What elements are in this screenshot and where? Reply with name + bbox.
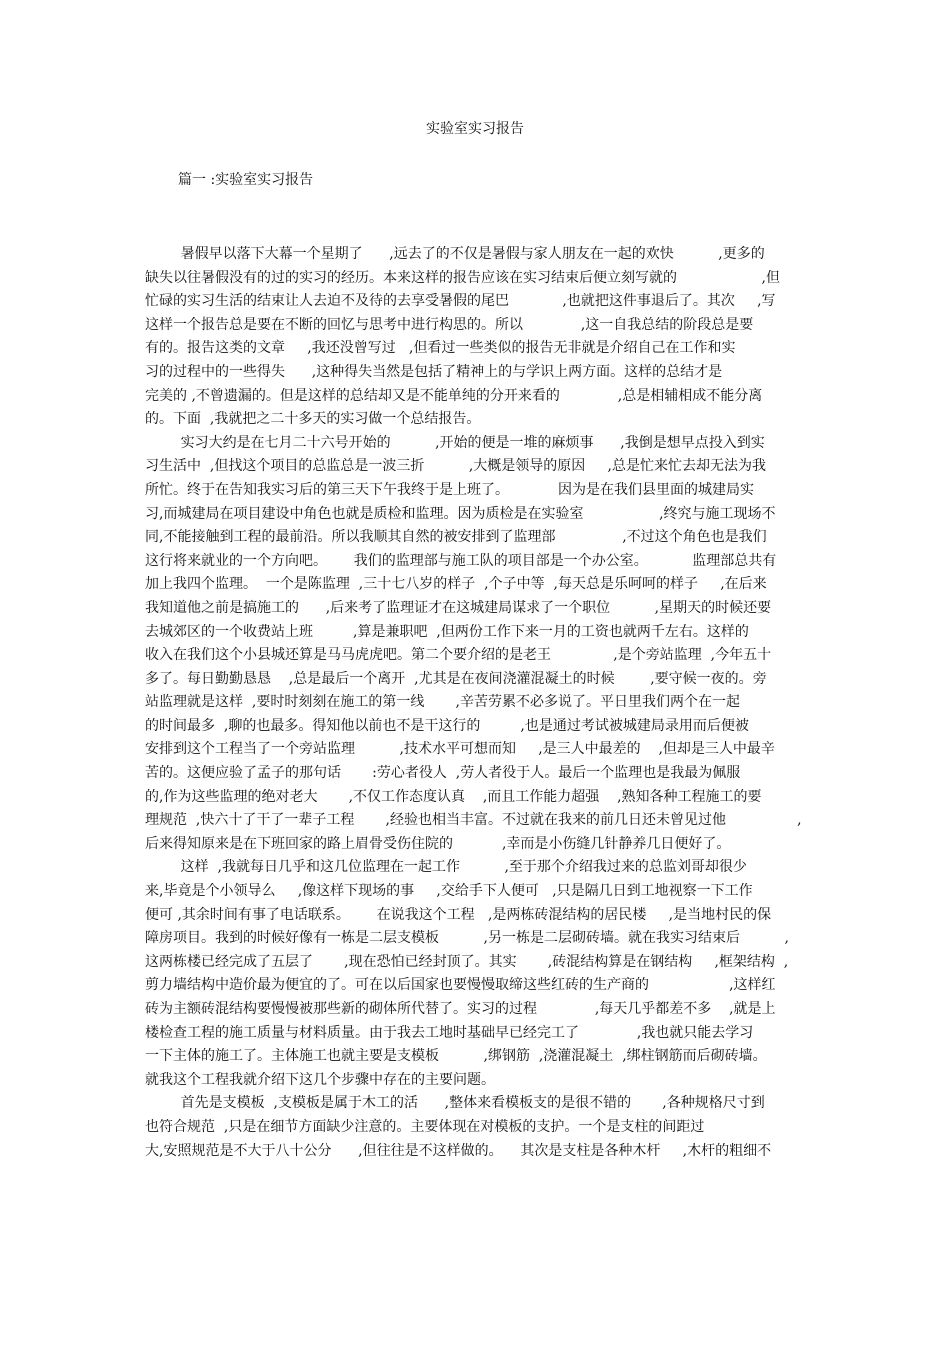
paragraph-line: 就我这个工程我就介绍下这几个步骤中存在的主要问题。 [145,1071,495,1088]
paragraph-line: 忙碌的实习生活的结束让人去迫不及待的去享受暑假的尾巴 ,也就把这件事退后了。其次 ,写 [145,293,776,310]
paragraph-line: 障房项目。我到的时候好像有一栋是二层支模板 ,另一栋是二层砌砖墙。就在我实习结束后 , [145,930,789,947]
document-title: 实验室实习报告 [426,121,524,137]
paragraph-line: 苦的。这便应验了孟子的那句话 :劳心者役人 ,劳人者役于人。最后一个监理也是我最为佩服 [145,765,741,782]
paragraph-line: 这行将来就业的一个方向吧。 我们的监理部与施工队的项目部是一个办公室。 监理部总共有 [145,552,777,569]
paragraph-line: 所忙。终于在告知我实习后的第三天下午我终于是上班了。 因为是在我们县里面的城建局实 [145,481,754,498]
paragraph-line: 的。下面 ,我就把之二十多天的实习做一个总结报告。 [145,411,481,428]
paragraph-line: 习生活中 ,但找这个项目的总监总是一波三折 ,大概是领导的原因 ,总是忙来忙去却无法为我 [145,458,767,475]
paragraph-line: 后来得知原来是在下班回家的路上眉骨受伤住院的 ,幸而是小伤缝几针静养几日便好了。 [145,835,731,852]
paragraph-line: 来,毕竟是个小领导么 ,像这样下现场的事 ,交给手下人便可 ,只是隔几日到工地视察一下工作 [145,883,753,900]
paragraph-line: 缺失以往暑假没有的过的实习的经历。本来这样的报告应该在实习结束后便立刻写就的 ,但 [145,269,781,286]
paragraph-line: 剪力墙结构中造价最为便宜的了。可在以后国家也要慢慢取缔这些红砖的生产商的 ,这样红 [145,977,776,994]
paragraph-line: 这样 ,我就每日几乎和这几位监理在一起工作 ,至于那个介绍我过来的总监刘哥却很少 [145,859,747,876]
paragraph-line: 我知道他之前是搞施工的 ,后来考了监理证才在这城建局谋求了一个职位 ,星期天的时候还要 [145,599,772,616]
paragraph-line: 砖为主额砖混结构要慢慢被那些新的砌体所代替了。实习的过程 ,每天几乎都差不多 ,就是上 [145,1001,776,1017]
paragraph-line: 加上我四个监理。 一个是陈监理 ,三十七八岁的样子 ,个子中等 ,每天总是乐呵呵的样子 ,在后来 [145,576,767,593]
paragraph-line: 习的过程中的一些得失 ,这种得失当然是包括了精神上的与学识上两方面。这样的总结才是 [145,363,723,380]
paragraph-line: 这两栋楼已经完成了五层了 ,现在恐怕已经封顶了。其实 ,砖混结构算是在钢结构 ,框架结构 , [145,953,789,970]
paragraph-line: 去城郊区的一个收费站上班 ,算是兼职吧 ,但两份工作下来一月的工资也就两千左右。这样的 [145,623,749,640]
paragraph-line: 站监理就是这样 ,要时时刻刻在施工的第一线 ,辛苦劳累不必多说了。平日里我们两个在一起 [145,694,740,711]
paragraph-line: 便可 ,其余时间有事了电话联系。 在说我这个工程 ,是两栋砖混结构的居民楼 ,是当地村民的保 [145,906,772,923]
paragraph-line: 一下主体的施工了。主体施工也就主要是支模板 ,绑钢筋 ,浇灌混凝土 ,绑柱钢筋而后砌砖墙。 [145,1048,767,1065]
paragraph-line: 大,安照规范是不大于八十公分 ,但往往是不这样做的。 其次是支柱是各种木杆 ,木杆的粗细不 [145,1142,772,1159]
paragraph-line: 理规范 ,快六十了干了一辈子工程 ,经验也相当丰富。不过就在我来的前几日还未曾见过他 , [145,812,802,829]
paragraph-line: 楼检查工程的施工质量与材料质量。由于我去工地时基础早已经完工了 ,我也就只能去学习 [145,1024,754,1041]
paragraph-line: 暑假早以落下大幕一个星期了 ,远去了的不仅是暑假与家人朋友在一起的欢快 ,更多的 [145,246,765,262]
section-heading: 篇一 :实验室实习报告 [178,172,314,188]
paragraph-line: 多了。每日勤勤恳恳 ,总是最后一个离开 ,尤其是在夜间浇灌混凝土的时候 ,要守候一夜的。旁 [145,670,767,687]
paragraph-line: 首先是支模板 ,支模板是属于木工的活 ,整体来看模板支的是很不错的 ,各种规格尺寸到 [145,1095,765,1112]
paragraph-line: 的时间最多 ,聊的也最多。得知他以前也不是干这行的 ,也是通过考试被城建局录用而后便被 [145,717,749,734]
paragraph-line: 完美的 ,不曾遗漏的。但是这样的总结却又是不能单纯的分开来看的 ,总是相辅相成不能分离 [145,387,763,404]
document-body [145,243,810,1163]
paragraph-line: 这样一个报告总是要在不断的回忆与思考中进行构思的。所以 ,这一自我总结的阶段总是要 [145,316,754,333]
paragraph-line: 安排到这个工程当了一个旁站监理 ,技术水平可想而知 ,是三人中最差的 ,但却是三人中最辛 [145,741,775,758]
paragraph-line: 收入在我们这个小县城还算是马马虎虎吧。第二个要介绍的是老王 ,是个旁站监理 ,今年五十 [145,647,772,664]
paragraph-line: 同,不能接触到工程的最前沿。所以我顺其自然的被安排到了监理部 ,不过这个角色也是我们 [145,529,767,546]
paragraph-line: 也符合规范 ,只是在细节方面缺少注意的。主要体现在对模板的支护。一个是支柱的间距过 [145,1118,705,1135]
paragraph-line: 的,作为这些监理的绝对老大 ,不仅工作态度认真 ,而且工作能力超强 ,熟知各种工程施工的要 [145,788,762,805]
paragraph-line: 实习大约是在七月二十六号开始的 ,开始的便是一堆的麻烦事 ,我倒是想早点投入到实 [145,434,765,451]
paragraph-line: 习,而城建局在项目建设中角色也就是质检和监理。因为质检是在实验室 ,终究与施工现场不 [145,505,776,522]
paragraph-line: 有的。报告这类的文章 ,我还没曾写过 ,但看过一些类似的报告无非就是介绍自己在工作和实 [145,340,736,357]
